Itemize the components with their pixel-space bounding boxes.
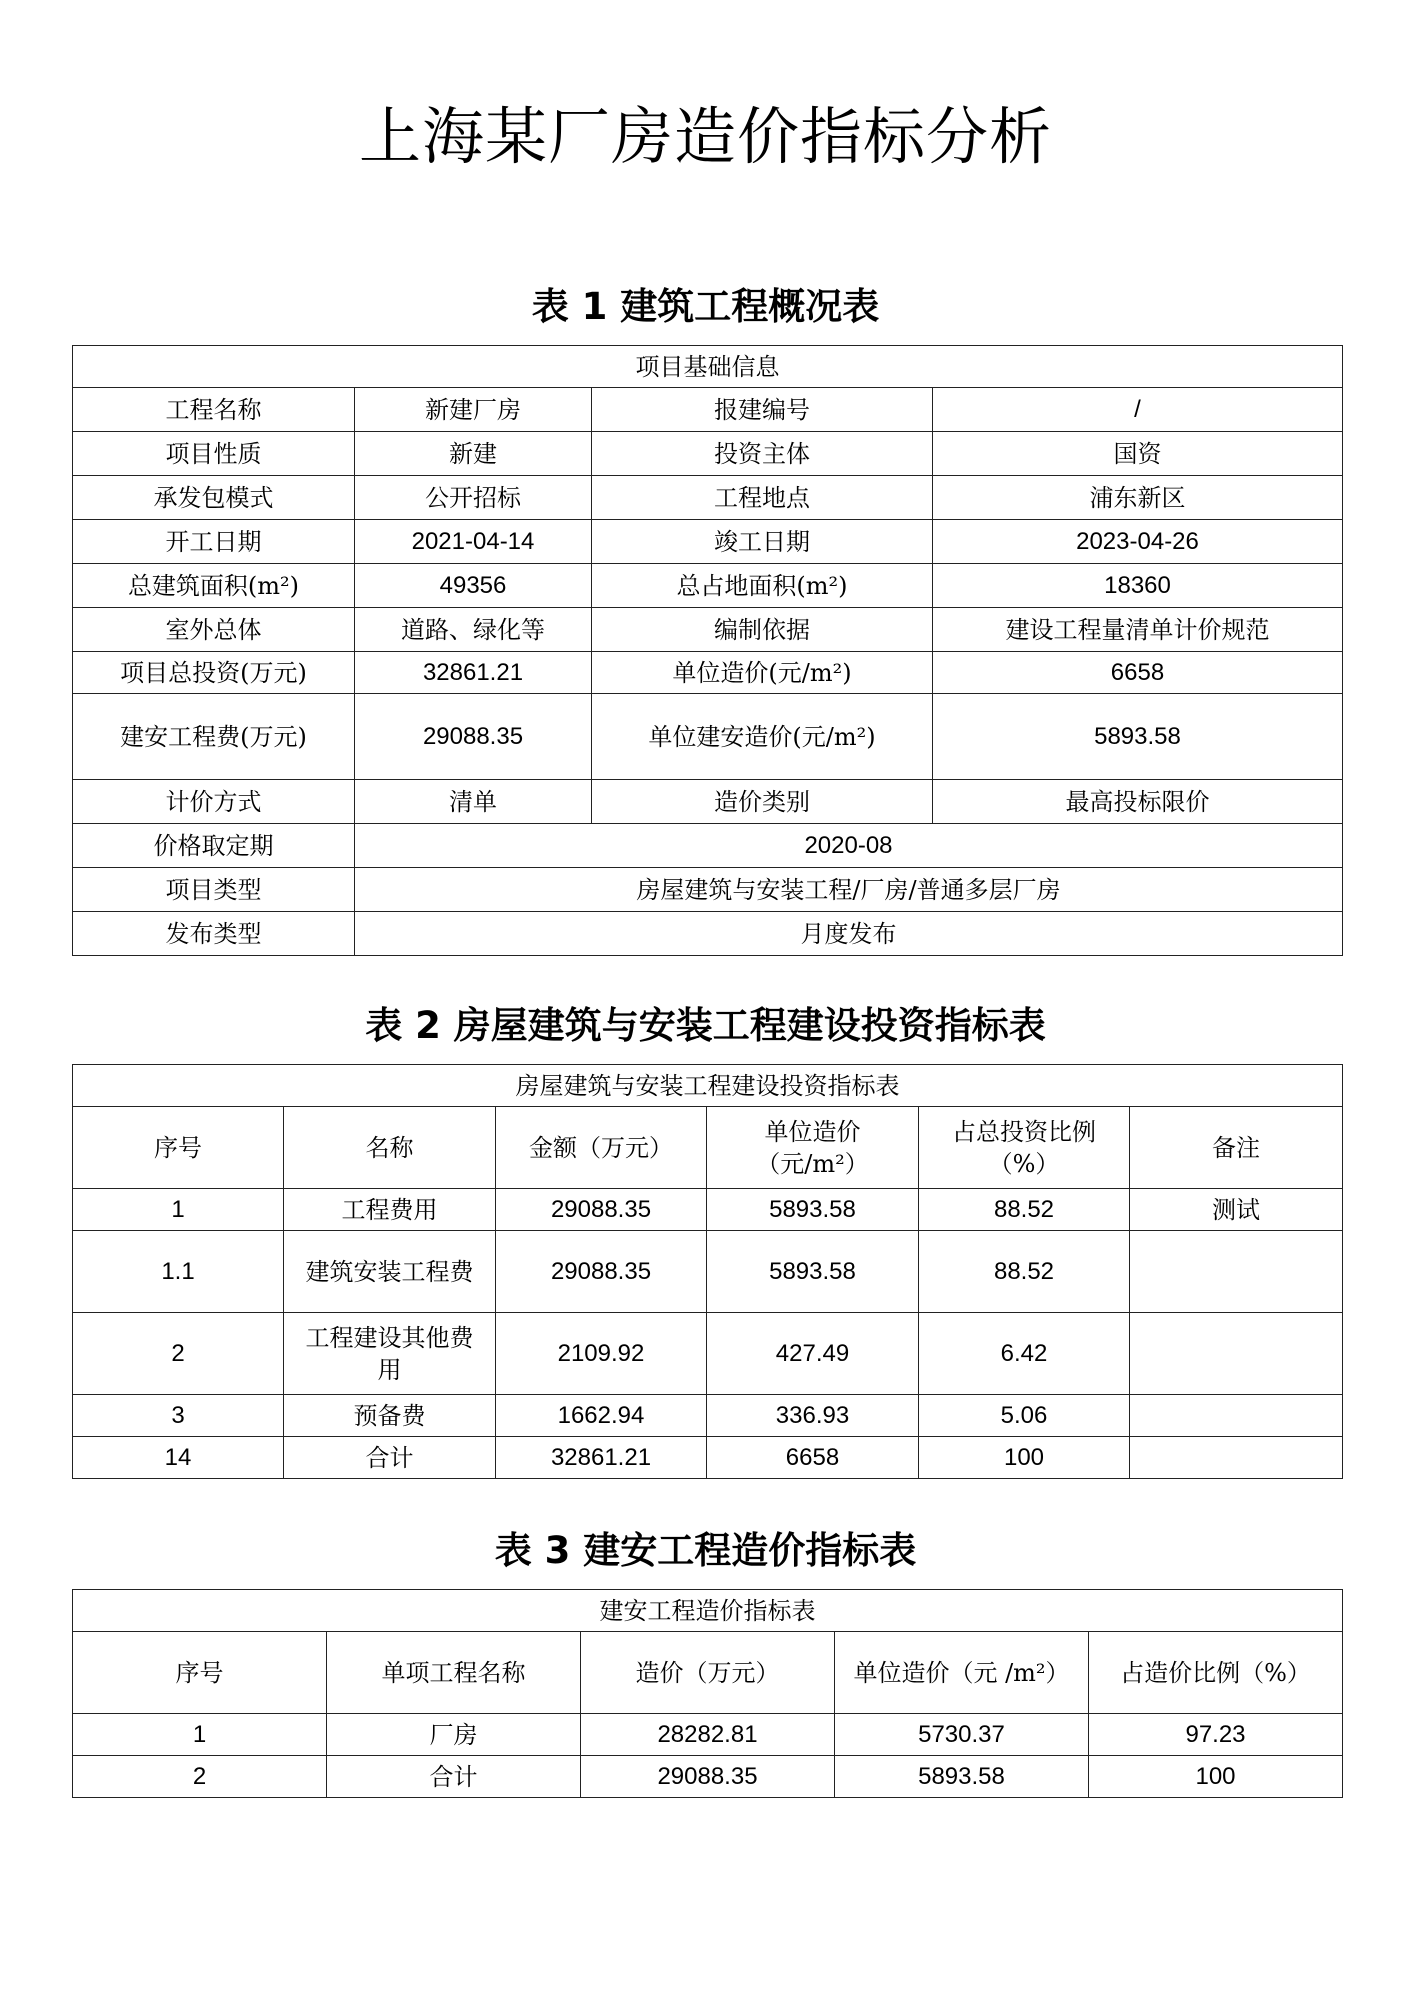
cell: 29088.35 bbox=[496, 1189, 707, 1231]
field-value: 5893.58 bbox=[933, 694, 1343, 780]
field-value: 49356 bbox=[355, 564, 592, 608]
cell: 2 bbox=[73, 1313, 284, 1395]
field-value: 新建 bbox=[355, 432, 592, 476]
table-row bbox=[73, 476, 1343, 520]
cell: 32861.21 bbox=[496, 1437, 707, 1479]
table-row bbox=[73, 608, 1343, 652]
cell: 97.23 bbox=[1089, 1714, 1343, 1756]
field-value: 月度发布 bbox=[355, 912, 1343, 956]
field-label: 项目性质 bbox=[73, 432, 355, 476]
cell: 1662.94 bbox=[496, 1395, 707, 1437]
table-row bbox=[73, 388, 1343, 432]
table-row bbox=[73, 1231, 1343, 1313]
column-header: 序号 bbox=[73, 1107, 284, 1189]
cell: 厂房 bbox=[327, 1714, 581, 1756]
field-value: 浦东新区 bbox=[933, 476, 1343, 520]
field-label: 项目总投资(万元) bbox=[73, 652, 355, 694]
field-value: 房屋建筑与安装工程/厂房/普通多层厂房 bbox=[355, 868, 1343, 912]
field-label: 工程名称 bbox=[73, 388, 355, 432]
cell: 100 bbox=[919, 1437, 1130, 1479]
field-value: 清单 bbox=[355, 780, 592, 824]
field-value: 公开招标 bbox=[355, 476, 592, 520]
table1-title: 表 1 建筑工程概况表 bbox=[531, 285, 880, 328]
column-header: 造价（万元） bbox=[581, 1632, 835, 1714]
cell: 5893.58 bbox=[707, 1189, 919, 1231]
construction-cost-table bbox=[72, 1589, 1343, 1798]
table-row bbox=[73, 868, 1343, 912]
table-caption-row bbox=[73, 1065, 1343, 1107]
cell bbox=[1130, 1313, 1343, 1395]
field-label: 总建筑面积(m²) bbox=[73, 564, 355, 608]
project-overview-table bbox=[72, 345, 1343, 956]
table-row bbox=[73, 1395, 1343, 1437]
field-label: 项目类型 bbox=[73, 868, 355, 912]
field-label: 开工日期 bbox=[73, 520, 355, 564]
field-value: 2020-08 bbox=[355, 824, 1343, 868]
table-row bbox=[73, 564, 1343, 608]
field-value: 6658 bbox=[933, 652, 1343, 694]
cell: 1.1 bbox=[73, 1231, 284, 1313]
cell: 427.49 bbox=[707, 1313, 919, 1395]
table-row bbox=[73, 520, 1343, 564]
document-title: 上海某厂房造价指标分析 bbox=[358, 100, 1052, 173]
column-header: 占总投资比例（%） bbox=[919, 1107, 1130, 1189]
field-label: 编制依据 bbox=[592, 608, 933, 652]
cell: 29088.35 bbox=[581, 1756, 835, 1798]
cell: 6658 bbox=[707, 1437, 919, 1479]
table-row bbox=[73, 1714, 1343, 1756]
field-label: 单位建安造价(元/m²) bbox=[592, 694, 933, 780]
cell: 29088.35 bbox=[496, 1231, 707, 1313]
table-header-row bbox=[73, 1107, 1343, 1189]
field-label: 工程地点 bbox=[592, 476, 933, 520]
field-value: 国资 bbox=[933, 432, 1343, 476]
cell: 工程建设其他费用 bbox=[284, 1313, 496, 1395]
field-label: 投资主体 bbox=[592, 432, 933, 476]
column-header: 名称 bbox=[284, 1107, 496, 1189]
field-value: 道路、绿化等 bbox=[355, 608, 592, 652]
investment-index-table bbox=[72, 1064, 1343, 1479]
table2-title: 表 2 房屋建筑与安装工程建设投资指标表 bbox=[365, 1004, 1046, 1047]
field-value: / bbox=[933, 388, 1343, 432]
column-header: 单项工程名称 bbox=[327, 1632, 581, 1714]
field-label: 建安工程费(万元) bbox=[73, 694, 355, 780]
cell: 建筑安装工程费 bbox=[284, 1231, 496, 1313]
field-label: 价格取定期 bbox=[73, 824, 355, 868]
cell: 5730.37 bbox=[835, 1714, 1089, 1756]
table-row bbox=[73, 432, 1343, 476]
field-label: 计价方式 bbox=[73, 780, 355, 824]
field-label: 报建编号 bbox=[592, 388, 933, 432]
field-value: 建设工程量清单计价规范 bbox=[933, 608, 1343, 652]
table-row bbox=[73, 1756, 1343, 1798]
field-value: 最高投标限价 bbox=[933, 780, 1343, 824]
cell bbox=[1130, 1437, 1343, 1479]
cell: 合计 bbox=[284, 1437, 496, 1479]
cell: 5893.58 bbox=[835, 1756, 1089, 1798]
table-row bbox=[73, 824, 1343, 868]
table2-caption: 房屋建筑与安装工程建设投资指标表 bbox=[73, 1065, 1343, 1107]
cell: 100 bbox=[1089, 1756, 1343, 1798]
field-value: 2023-04-26 bbox=[933, 520, 1343, 564]
table-caption-row bbox=[73, 346, 1343, 388]
cell: 2 bbox=[73, 1756, 327, 1798]
column-header: 金额（万元） bbox=[496, 1107, 707, 1189]
cell: 工程费用 bbox=[284, 1189, 496, 1231]
cell: 336.93 bbox=[707, 1395, 919, 1437]
cell: 5893.58 bbox=[707, 1231, 919, 1313]
cell: 测试 bbox=[1130, 1189, 1343, 1231]
column-header: 单位造价（元 /m²） bbox=[835, 1632, 1089, 1714]
field-value: 18360 bbox=[933, 564, 1343, 608]
column-header: 备注 bbox=[1130, 1107, 1343, 1189]
table-row bbox=[73, 1189, 1343, 1231]
cell: 14 bbox=[73, 1437, 284, 1479]
field-label: 发布类型 bbox=[73, 912, 355, 956]
cell: 2109.92 bbox=[496, 1313, 707, 1395]
cell bbox=[1130, 1231, 1343, 1313]
field-label: 单位造价(元/m²) bbox=[592, 652, 933, 694]
cell: 合计 bbox=[327, 1756, 581, 1798]
cell bbox=[1130, 1395, 1343, 1437]
table1-caption: 项目基础信息 bbox=[73, 346, 1343, 388]
cell: 88.52 bbox=[919, 1189, 1130, 1231]
table-row bbox=[73, 780, 1343, 824]
field-value: 29088.35 bbox=[355, 694, 592, 780]
table-row bbox=[73, 1313, 1343, 1395]
cell: 6.42 bbox=[919, 1313, 1130, 1395]
field-label: 竣工日期 bbox=[592, 520, 933, 564]
field-label: 总占地面积(m²) bbox=[592, 564, 933, 608]
table-row bbox=[73, 652, 1343, 694]
cell: 88.52 bbox=[919, 1231, 1130, 1313]
cell: 3 bbox=[73, 1395, 284, 1437]
field-value: 新建厂房 bbox=[355, 388, 592, 432]
cell: 28282.81 bbox=[581, 1714, 835, 1756]
field-label: 承发包模式 bbox=[73, 476, 355, 520]
table-header-row bbox=[73, 1632, 1343, 1714]
table3-caption: 建安工程造价指标表 bbox=[73, 1590, 1343, 1632]
table-row bbox=[73, 912, 1343, 956]
column-header: 序号 bbox=[73, 1632, 327, 1714]
table-row bbox=[73, 694, 1343, 780]
column-header: 占造价比例（%） bbox=[1089, 1632, 1343, 1714]
field-label: 造价类别 bbox=[592, 780, 933, 824]
field-label: 室外总体 bbox=[73, 608, 355, 652]
table3-title: 表 3 建安工程造价指标表 bbox=[494, 1529, 917, 1572]
column-header: 单位造价（元/m²） bbox=[707, 1107, 919, 1189]
cell: 预备费 bbox=[284, 1395, 496, 1437]
cell: 1 bbox=[73, 1714, 327, 1756]
field-value: 2021-04-14 bbox=[355, 520, 592, 564]
table-row bbox=[73, 1437, 1343, 1479]
cell: 5.06 bbox=[919, 1395, 1130, 1437]
field-value: 32861.21 bbox=[355, 652, 592, 694]
table-caption-row bbox=[73, 1590, 1343, 1632]
cell: 1 bbox=[73, 1189, 284, 1231]
